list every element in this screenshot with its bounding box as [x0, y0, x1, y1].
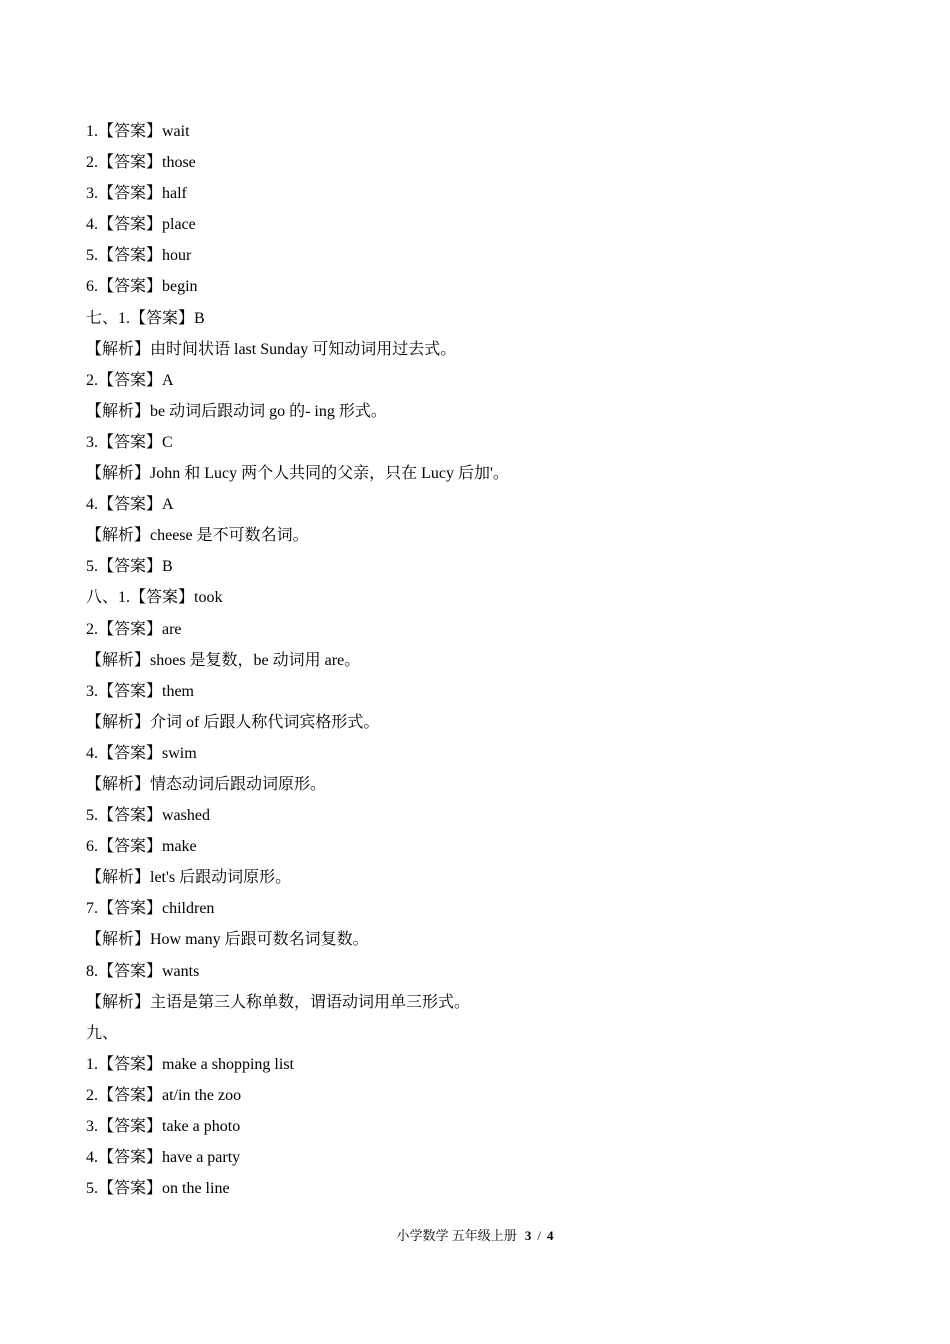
answer-line: 4.【答案】A	[86, 496, 174, 514]
answer-line: 4.【答案】have a party	[86, 1149, 241, 1167]
analysis-line: 【解析】let's 后跟动词原形。	[86, 869, 292, 887]
section-eight-answer: 八、1.【答案】took	[86, 589, 223, 607]
answer-line: 3.【答案】C	[86, 433, 173, 451]
analysis-line: 【解析】介词 of 后跟人称代词宾格形式。	[86, 713, 380, 731]
answer-line: 4.【答案】place	[86, 216, 196, 234]
page-footer	[0, 1226, 950, 1246]
answer-line: 1.【答案】wait	[86, 123, 190, 140]
answer-list	[86, 116, 866, 1204]
analysis-line: 【解析】How many 后跟可数名词复数。	[86, 931, 369, 949]
answer-line: 6.【答案】begin	[86, 278, 198, 296]
answer-line: 2.【答案】are	[86, 620, 182, 638]
answer-line: 2.【答案】A	[86, 371, 174, 389]
page-number: 3	[524, 1228, 532, 1243]
answer-line: 5.【答案】on the line	[86, 1180, 230, 1198]
answer-line: 7.【答案】children	[86, 900, 215, 918]
analysis-line: 【解析】主语是第三人称单数，谓语动词用单三形式。	[86, 993, 471, 1011]
analysis-line: 【解析】情态动词后跟动词原形。	[86, 775, 327, 793]
answer-line: 2.【答案】those	[86, 154, 196, 172]
answer-line: 1.【答案】make a shopping list	[86, 1055, 294, 1073]
footer-title: 小学数学 五年级上册	[396, 1228, 517, 1243]
page-total: 4	[546, 1228, 554, 1243]
analysis-line: 【解析】cheese 是不可数名词。	[86, 527, 309, 545]
page-separator: /	[537, 1228, 541, 1243]
analysis-line: 【解析】shoes 是复数，be 动词用 are。	[86, 651, 361, 669]
answer-line: 8.【答案】wants	[86, 962, 200, 980]
answer-line: 5.【答案】washed	[86, 807, 210, 825]
section-seven-answer: 七、1.【答案】B	[86, 309, 205, 327]
answer-line: 5.【答案】B	[86, 558, 173, 576]
answer-line: 5.【答案】hour	[86, 247, 192, 265]
analysis-line: 【解析】由时间状语 last Sunday 可知动词用过去式。	[86, 340, 457, 358]
answer-line: 6.【答案】make	[86, 838, 197, 856]
answer-line: 3.【答案】them	[86, 682, 194, 700]
section-nine-heading: 九、	[86, 1024, 119, 1042]
answer-line: 4.【答案】swim	[86, 744, 197, 762]
analysis-line: 【解析】John 和 Lucy 两个人共同的父亲，只在 Lucy 后加'。	[86, 465, 509, 483]
answer-line: 2.【答案】at/in the zoo	[86, 1086, 242, 1104]
answer-line: 3.【答案】take a photo	[86, 1118, 241, 1135]
analysis-line: 【解析】be 动词后跟动词 go 的- ing 形式。	[86, 402, 387, 420]
answer-line: 3.【答案】half	[86, 185, 187, 203]
